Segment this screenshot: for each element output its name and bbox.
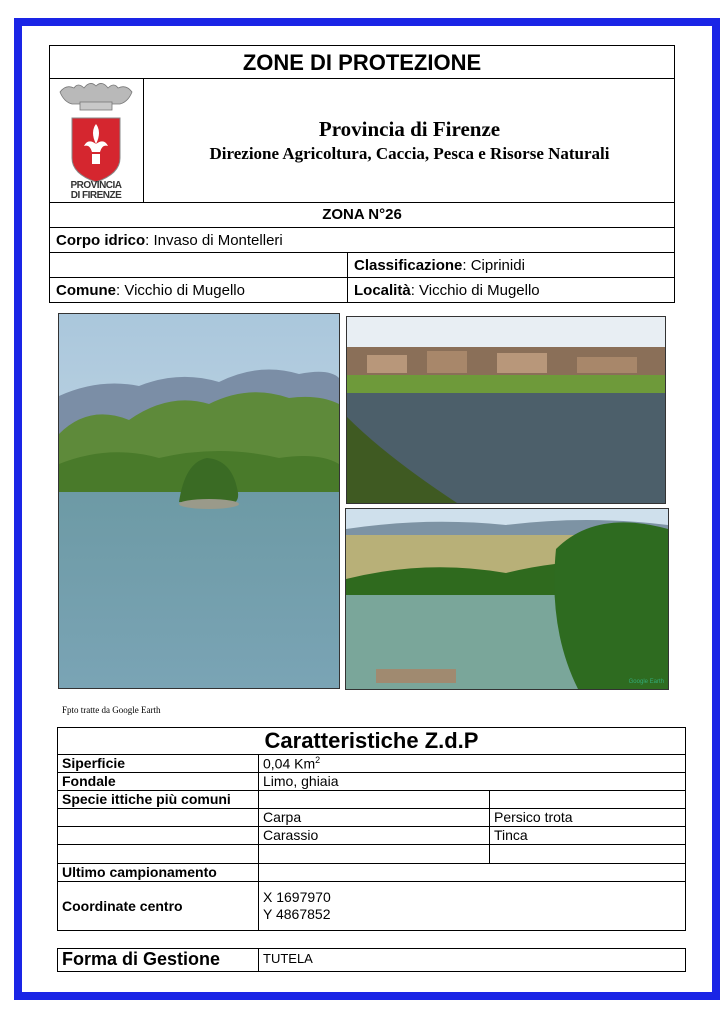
comune-label: Comune [56, 282, 116, 299]
classificazione-value: : Ciprinidi [462, 257, 525, 274]
superficie-label: Siperficie [58, 755, 259, 773]
coordinate-value [259, 882, 686, 931]
photo-caption: Fpto tratte da Google Earth [62, 705, 161, 715]
species-cell: Carassio [259, 827, 490, 845]
zdp-title: Caratteristiche Z.d.P [58, 728, 686, 755]
superficie-unit-sup: 2 [315, 755, 321, 765]
logo-text-2: DI FIRENZE [70, 190, 122, 201]
corpo-idrico-label: Corpo idrico [56, 232, 146, 249]
page-title: ZONE DI PROTEZIONE [242, 50, 482, 75]
superficie-number: 0,04 Km [263, 755, 316, 772]
province-logo [52, 80, 140, 202]
classificazione-label: Classificazione [354, 257, 463, 274]
province-name: Provincia di Firenze [318, 117, 501, 141]
zone-title: ZONA N°26 [322, 206, 402, 223]
gestione-label: Forma di Gestione [62, 949, 221, 969]
zone-divider-2 [49, 252, 675, 253]
gestione-divider [258, 948, 259, 972]
blank-row-cell [259, 845, 490, 864]
blank-row-pad [58, 845, 259, 864]
superficie-value [259, 755, 686, 773]
logo-text-1: PROVINCIA [70, 180, 122, 191]
ultimo-value [259, 864, 686, 882]
species-row-2-pad [58, 827, 259, 845]
specie-empty-2 [490, 791, 686, 809]
lake-photo-top-right [346, 316, 666, 504]
coord-y: Y 4867852 [263, 906, 331, 922]
gestione-value: TUTELA [263, 951, 313, 966]
comune-value: : Vicchio di Mugello [116, 282, 245, 299]
species-cell: Carpa [259, 809, 490, 827]
corpo-idrico-value: : Invaso di Montelleri [145, 232, 283, 249]
classificazione [348, 255, 531, 276]
fondale-label: Fondale [58, 773, 259, 791]
department-name: Direzione Agricoltura, Caccia, Pesca e Risorse Naturali [209, 144, 610, 163]
blank-row-cell [490, 845, 686, 864]
localita-value: : Vicchio di Mugello [410, 282, 540, 299]
zdp-table [57, 727, 686, 931]
zone-divider-3 [49, 277, 675, 278]
coord-x: X 1697970 [263, 889, 331, 905]
specie-label: Specie ittiche più comuni [58, 791, 259, 809]
fondale-value: Limo, ghiaia [259, 773, 686, 791]
species-cell: Persico trota [490, 809, 686, 827]
species-row-1-pad [58, 809, 259, 827]
specie-empty-1 [259, 791, 490, 809]
ultimo-label: Ultimo campionamento [58, 864, 259, 882]
lake-photo-bottom-right [345, 508, 669, 690]
corpo-idrico [50, 230, 289, 251]
zone-divider-1 [49, 227, 675, 228]
coordinate-label: Coordinate centro [58, 882, 259, 931]
photo-watermark: Google Earth [628, 679, 664, 685]
localita-label: Località [354, 282, 411, 299]
species-cell: Tinca [490, 827, 686, 845]
comune [50, 280, 251, 301]
lake-photo-left [58, 313, 340, 689]
localita [348, 280, 546, 301]
